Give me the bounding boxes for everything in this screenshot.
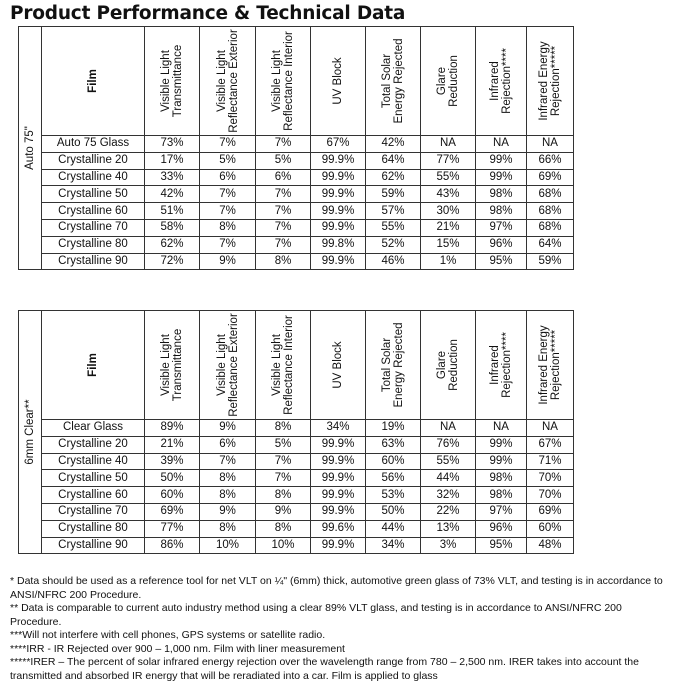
value-cell: 30% [421, 203, 476, 220]
value-cell: 55% [421, 169, 476, 186]
value-cell: 34% [366, 537, 421, 554]
value-cell: 8% [256, 253, 311, 270]
column-header-label: Film [87, 353, 99, 377]
footnote: * Data should be used as a reference tool for net VLT on ¼" (6mm) thick, automotive green glass of 73% VLT, and testing is in accordance to ANSI/NFRC 200 Procedure. [10, 575, 663, 601]
column-header [145, 311, 200, 420]
column-header-label: Infrared Rejection**** [489, 48, 513, 114]
table-row [19, 453, 574, 470]
value-cell: 99% [476, 169, 527, 186]
value-cell: 7% [256, 470, 311, 487]
value-cell: 73% [145, 136, 200, 153]
value-cell: 99% [476, 453, 527, 470]
value-cell: 8% [256, 420, 311, 437]
film-name-cell: Crystalline 20 [42, 436, 145, 453]
value-cell: 10% [256, 537, 311, 554]
value-cell: 43% [421, 186, 476, 203]
value-cell: 99.6% [311, 520, 366, 537]
column-header-label: Visible Light Transmittance [160, 328, 184, 402]
column-header [527, 27, 574, 136]
film-name-cell: Clear Glass [42, 420, 145, 437]
value-cell: 97% [476, 219, 527, 236]
value-cell: 1% [421, 253, 476, 270]
value-cell: 17% [145, 152, 200, 169]
value-cell: 9% [200, 503, 256, 520]
value-cell: 7% [256, 186, 311, 203]
column-header [42, 311, 145, 420]
value-cell: 99% [476, 436, 527, 453]
value-cell: 99.8% [311, 236, 366, 253]
column-header-label: Visible Light Reflectance Interior [271, 315, 295, 415]
column-header [200, 311, 256, 420]
value-cell: NA [476, 420, 527, 437]
value-cell: 64% [527, 236, 574, 253]
value-cell: 95% [476, 253, 527, 270]
column-header-label: Film [87, 69, 99, 93]
value-cell: 8% [200, 219, 256, 236]
value-cell: 69% [527, 169, 574, 186]
value-cell: 42% [145, 186, 200, 203]
column-header [366, 311, 421, 420]
header-row [19, 311, 574, 420]
table-row [19, 420, 574, 437]
column-header [476, 27, 527, 136]
value-cell: NA [476, 136, 527, 153]
column-header [476, 311, 527, 420]
value-cell: NA [527, 136, 574, 153]
value-cell: 60% [145, 487, 200, 504]
value-cell: 99.9% [311, 487, 366, 504]
value-cell: 76% [421, 436, 476, 453]
film-name-cell: Crystalline 70 [42, 219, 145, 236]
value-cell: 63% [366, 436, 421, 453]
value-cell: 7% [256, 219, 311, 236]
value-cell: 19% [366, 420, 421, 437]
side-label-cell [19, 311, 42, 554]
value-cell: 56% [366, 470, 421, 487]
column-header [42, 27, 145, 136]
film-name-cell: Crystalline 60 [42, 203, 145, 220]
value-cell: 77% [421, 152, 476, 169]
table-row [19, 253, 574, 270]
footnote: ***Will not interfere with cell phones, GPS systems or satellite radio. [10, 629, 326, 641]
value-cell: 68% [527, 203, 574, 220]
table-row [19, 186, 574, 203]
table-row [19, 520, 574, 537]
value-cell: NA [421, 420, 476, 437]
value-cell: 48% [527, 537, 574, 554]
value-cell: 53% [366, 487, 421, 504]
value-cell: 99.9% [311, 453, 366, 470]
value-cell: 72% [145, 253, 200, 270]
column-header [311, 311, 366, 420]
value-cell: 3% [421, 537, 476, 554]
value-cell: 9% [256, 503, 311, 520]
value-cell: 7% [200, 453, 256, 470]
value-cell: 99.9% [311, 253, 366, 270]
value-cell: 22% [421, 503, 476, 520]
value-cell: 7% [256, 203, 311, 220]
value-cell: 55% [421, 453, 476, 470]
side-label: 6mm Clear** [24, 399, 36, 465]
value-cell: 7% [200, 236, 256, 253]
value-cell: 8% [256, 520, 311, 537]
footnotes [10, 575, 674, 683]
value-cell: 44% [366, 520, 421, 537]
column-header [200, 27, 256, 136]
value-cell: 89% [145, 420, 200, 437]
column-header-label: Infrared Energy Rejection***** [538, 325, 562, 405]
value-cell: 6% [256, 169, 311, 186]
column-header [527, 311, 574, 420]
value-cell: 99.9% [311, 152, 366, 169]
table-row [19, 169, 574, 186]
film-name-cell: Crystalline 70 [42, 503, 145, 520]
value-cell: 39% [145, 453, 200, 470]
film-name-cell: Auto 75 Glass [42, 136, 145, 153]
column-header [366, 27, 421, 136]
value-cell: NA [421, 136, 476, 153]
column-header-label: Visible Light Reflectance Exterior [215, 313, 240, 417]
value-cell: 55% [366, 219, 421, 236]
film-name-cell: Crystalline 80 [42, 236, 145, 253]
column-header-label: Total Solar Energy Rejected [381, 322, 405, 408]
value-cell: 8% [200, 470, 256, 487]
value-cell: 32% [421, 487, 476, 504]
value-cell: 66% [527, 152, 574, 169]
footnote: ** Data is comparable to current auto industry method using a clear 89% VLT glass, and testing is in accordance to ANSI/NFRC 200 Procedure. [10, 602, 622, 628]
value-cell: 21% [145, 436, 200, 453]
value-cell: 59% [366, 186, 421, 203]
performance-table-6mm-clear [18, 310, 574, 554]
column-header-label: Visible Light Reflectance Interior [271, 31, 295, 131]
value-cell: 98% [476, 186, 527, 203]
side-label-cell [19, 27, 42, 270]
value-cell: 7% [200, 186, 256, 203]
side-label: Auto 75" [24, 126, 36, 171]
value-cell: 7% [200, 203, 256, 220]
film-name-cell: Crystalline 40 [42, 169, 145, 186]
column-header [256, 27, 311, 136]
value-cell: 50% [145, 470, 200, 487]
column-header-label: UV Block [332, 57, 344, 105]
value-cell: 70% [527, 487, 574, 504]
column-header [145, 27, 200, 136]
column-header-label: UV Block [332, 341, 344, 389]
footnote: *****IRER – The percent of solar infrared energy rejection over the wavelength range from 780 – 2,500 nm. IRER takes into account the transmitted and absorbed IR energy that will be reradiated into a car. Film is applied to glass [10, 656, 639, 682]
value-cell: 68% [527, 186, 574, 203]
value-cell: 97% [476, 503, 527, 520]
value-cell: 7% [200, 136, 256, 153]
column-header [421, 311, 476, 420]
value-cell: 98% [476, 203, 527, 220]
footnote: ****IRR - IR Rejected over 900 – 1,000 nm. Film with liner measurement [10, 642, 345, 655]
value-cell: 77% [145, 520, 200, 537]
value-cell: 7% [256, 236, 311, 253]
film-name-cell: Crystalline 80 [42, 520, 145, 537]
value-cell: 9% [200, 420, 256, 437]
value-cell: 9% [200, 253, 256, 270]
value-cell: 64% [366, 152, 421, 169]
table-row [19, 503, 574, 520]
value-cell: 21% [421, 219, 476, 236]
value-cell: 8% [200, 520, 256, 537]
value-cell: 44% [421, 470, 476, 487]
value-cell: 6% [200, 436, 256, 453]
column-header [421, 27, 476, 136]
table-row [19, 219, 574, 236]
value-cell: 99.9% [311, 219, 366, 236]
value-cell: 5% [200, 152, 256, 169]
value-cell: 67% [527, 436, 574, 453]
value-cell: 71% [527, 453, 574, 470]
column-header-label: Total Solar Energy Rejected [381, 38, 405, 124]
film-name-cell: Crystalline 50 [42, 470, 145, 487]
table-row [19, 203, 574, 220]
column-header-label: Visible Light Reflectance Exterior [215, 29, 240, 133]
value-cell: 99.9% [311, 470, 366, 487]
value-cell: 96% [476, 236, 527, 253]
film-name-cell: Crystalline 90 [42, 537, 145, 554]
value-cell: 7% [256, 453, 311, 470]
value-cell: 99.9% [311, 169, 366, 186]
value-cell: 96% [476, 520, 527, 537]
column-header-label: Infrared Energy Rejection***** [538, 41, 562, 121]
value-cell: 68% [527, 219, 574, 236]
value-cell: 99.9% [311, 186, 366, 203]
table-row [19, 470, 574, 487]
film-name-cell: Crystalline 60 [42, 487, 145, 504]
table-row [19, 236, 574, 253]
value-cell: 52% [366, 236, 421, 253]
value-cell: 46% [366, 253, 421, 270]
value-cell: 5% [256, 436, 311, 453]
value-cell: 95% [476, 537, 527, 554]
value-cell: 57% [366, 203, 421, 220]
table-row [19, 537, 574, 554]
value-cell: 62% [145, 236, 200, 253]
value-cell: 70% [527, 470, 574, 487]
column-header [256, 311, 311, 420]
column-header-label: Glare Reduction [436, 339, 460, 391]
value-cell: 58% [145, 219, 200, 236]
value-cell: 98% [476, 470, 527, 487]
film-name-cell: Crystalline 40 [42, 453, 145, 470]
value-cell: 8% [256, 487, 311, 504]
value-cell: 42% [366, 136, 421, 153]
value-cell: 60% [366, 453, 421, 470]
column-header-label: Infrared Rejection**** [489, 332, 513, 398]
value-cell: 99.9% [311, 203, 366, 220]
value-cell: 15% [421, 236, 476, 253]
value-cell: 34% [311, 420, 366, 437]
table-row [19, 136, 574, 153]
value-cell: 60% [527, 520, 574, 537]
performance-table-auto75 [18, 26, 574, 270]
value-cell: 99.9% [311, 537, 366, 554]
table-row [19, 152, 574, 169]
value-cell: 98% [476, 487, 527, 504]
value-cell: 99.9% [311, 503, 366, 520]
value-cell: 59% [527, 253, 574, 270]
value-cell: 69% [527, 503, 574, 520]
value-cell: 5% [256, 152, 311, 169]
value-cell: 7% [256, 136, 311, 153]
value-cell: 50% [366, 503, 421, 520]
value-cell: 10% [200, 537, 256, 554]
film-name-cell: Crystalline 20 [42, 152, 145, 169]
value-cell: NA [527, 420, 574, 437]
value-cell: 67% [311, 136, 366, 153]
film-name-cell: Crystalline 50 [42, 186, 145, 203]
value-cell: 99.9% [311, 436, 366, 453]
value-cell: 13% [421, 520, 476, 537]
header-row [19, 27, 574, 136]
value-cell: 33% [145, 169, 200, 186]
value-cell: 62% [366, 169, 421, 186]
column-header [311, 27, 366, 136]
column-header-label: Visible Light Transmittance [160, 44, 184, 118]
table-row [19, 487, 574, 504]
page-title: Product Performance & Technical Data [10, 3, 406, 24]
value-cell: 86% [145, 537, 200, 554]
table-row [19, 436, 574, 453]
film-name-cell: Crystalline 90 [42, 253, 145, 270]
value-cell: 8% [200, 487, 256, 504]
value-cell: 99% [476, 152, 527, 169]
value-cell: 69% [145, 503, 200, 520]
value-cell: 6% [200, 169, 256, 186]
column-header-label: Glare Reduction [436, 55, 460, 107]
value-cell: 51% [145, 203, 200, 220]
